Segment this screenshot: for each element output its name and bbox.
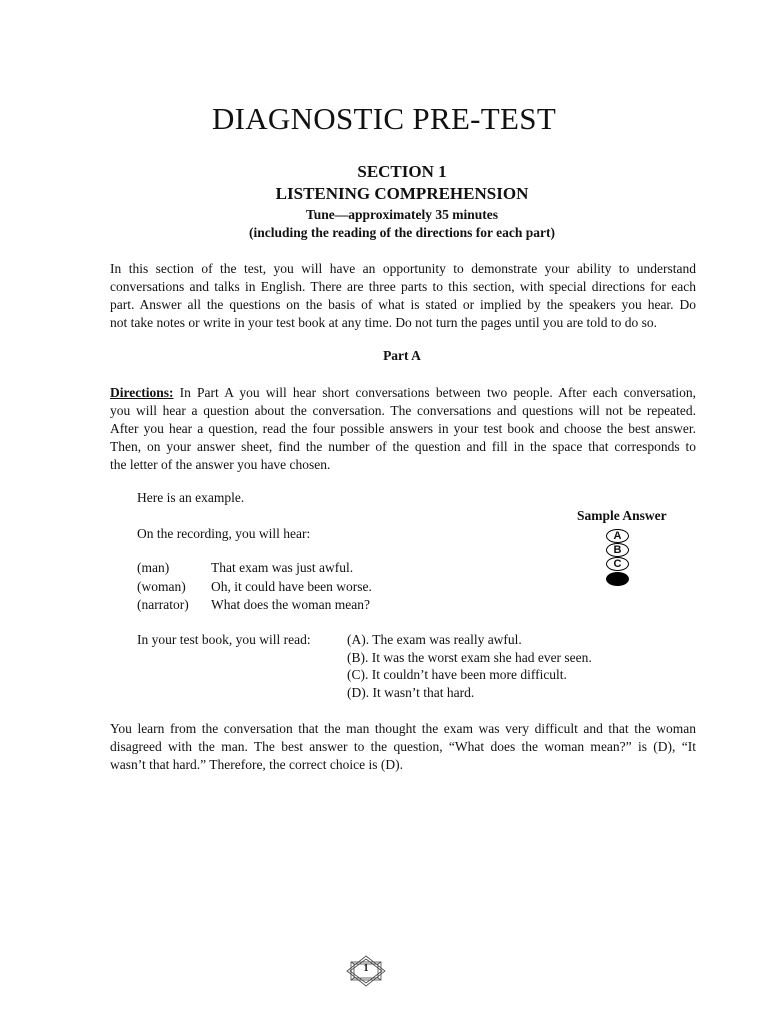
intro-line: conversations and talks in English. There are three parts to this section, with special directions for each [110, 279, 696, 294]
speaker-narrator: (narrator) [137, 597, 189, 612]
line-woman: Oh, it could have been worse. [211, 579, 372, 594]
directions-paragraph [110, 384, 696, 474]
intro-line: In this section of the test, you will have an opportunity to demonstrate your ability to understand [110, 261, 696, 276]
page-title: DIAGNOSTIC PRE-TEST [211, 101, 557, 136]
part-a-heading: Part A [383, 348, 421, 363]
speaker-man: (man) [137, 560, 170, 575]
section-title: LISTENING COMPREHENSION [275, 184, 529, 203]
section-time-note: (including the reading of the directions for each part) [249, 225, 555, 240]
section-number: SECTION 1 [357, 162, 447, 181]
recording-label: On the recording, you will hear: [137, 526, 311, 541]
test-book-label: In your test book, you will read: [137, 632, 311, 647]
answer-bubble-c: C [606, 557, 629, 571]
answer-bubble-b: B [606, 543, 629, 557]
intro-line: part. Answer all the questions on the basis of what is stated or implied by the speakers you hear. Do [110, 297, 696, 312]
line-man: That exam was just awful. [211, 560, 354, 575]
page-number-ornament [346, 955, 386, 987]
conclusion-paragraph [110, 720, 696, 774]
intro-paragraph [110, 260, 696, 332]
speaker-woman: (woman) [137, 579, 186, 594]
directions-line: Then, on your answer sheet, find the number of the question and fill in the space that corresponds to [110, 439, 696, 454]
directions-line: you will hear a question about the conversation. The conversations and questions will not be repeated. [110, 403, 696, 418]
conclusion-line: wasn’t that hard.” Therefore, the correct choice is (D). [110, 757, 403, 772]
page-number: 1 [363, 963, 369, 974]
directions-line [110, 384, 696, 402]
conclusion-line: disagreed with the man. The best answer to the question, “What does the woman mean?” is (D), “It [110, 739, 696, 754]
section-time: Tune—approximately 35 minutes [305, 207, 499, 222]
option-d: (D). It wasn’t that hard. [347, 685, 475, 700]
answer-bubble-a: A [606, 529, 629, 543]
directions-line: After you hear a question, read the four possible answers in your test book and choose the best answer. [110, 421, 696, 436]
option-b: (B). It was the worst exam she had ever seen. [347, 650, 592, 665]
answer-bubble-d-filled: D [606, 572, 629, 586]
sample-answer-label: Sample Answer [577, 508, 667, 523]
directions-first-line: In Part A you will hear short conversations between two people. After each conversation, [179, 385, 696, 400]
directions-line: the letter of the answer you have chosen. [110, 457, 331, 472]
example-intro: Here is an example. [137, 490, 245, 505]
intro-line: not take notes or write in your test book at any time. Do not turn the pages until you are told to do so. [110, 315, 658, 330]
option-a: (A). The exam was really awful. [347, 632, 522, 647]
option-c: (C). It couldn’t have been more difficult. [347, 667, 567, 682]
line-narrator: What does the woman mean? [211, 597, 370, 612]
directions-label: Directions: [110, 385, 174, 400]
conclusion-line: You learn from the conversation that the man thought the exam was very difficult and that the woman [110, 721, 696, 736]
